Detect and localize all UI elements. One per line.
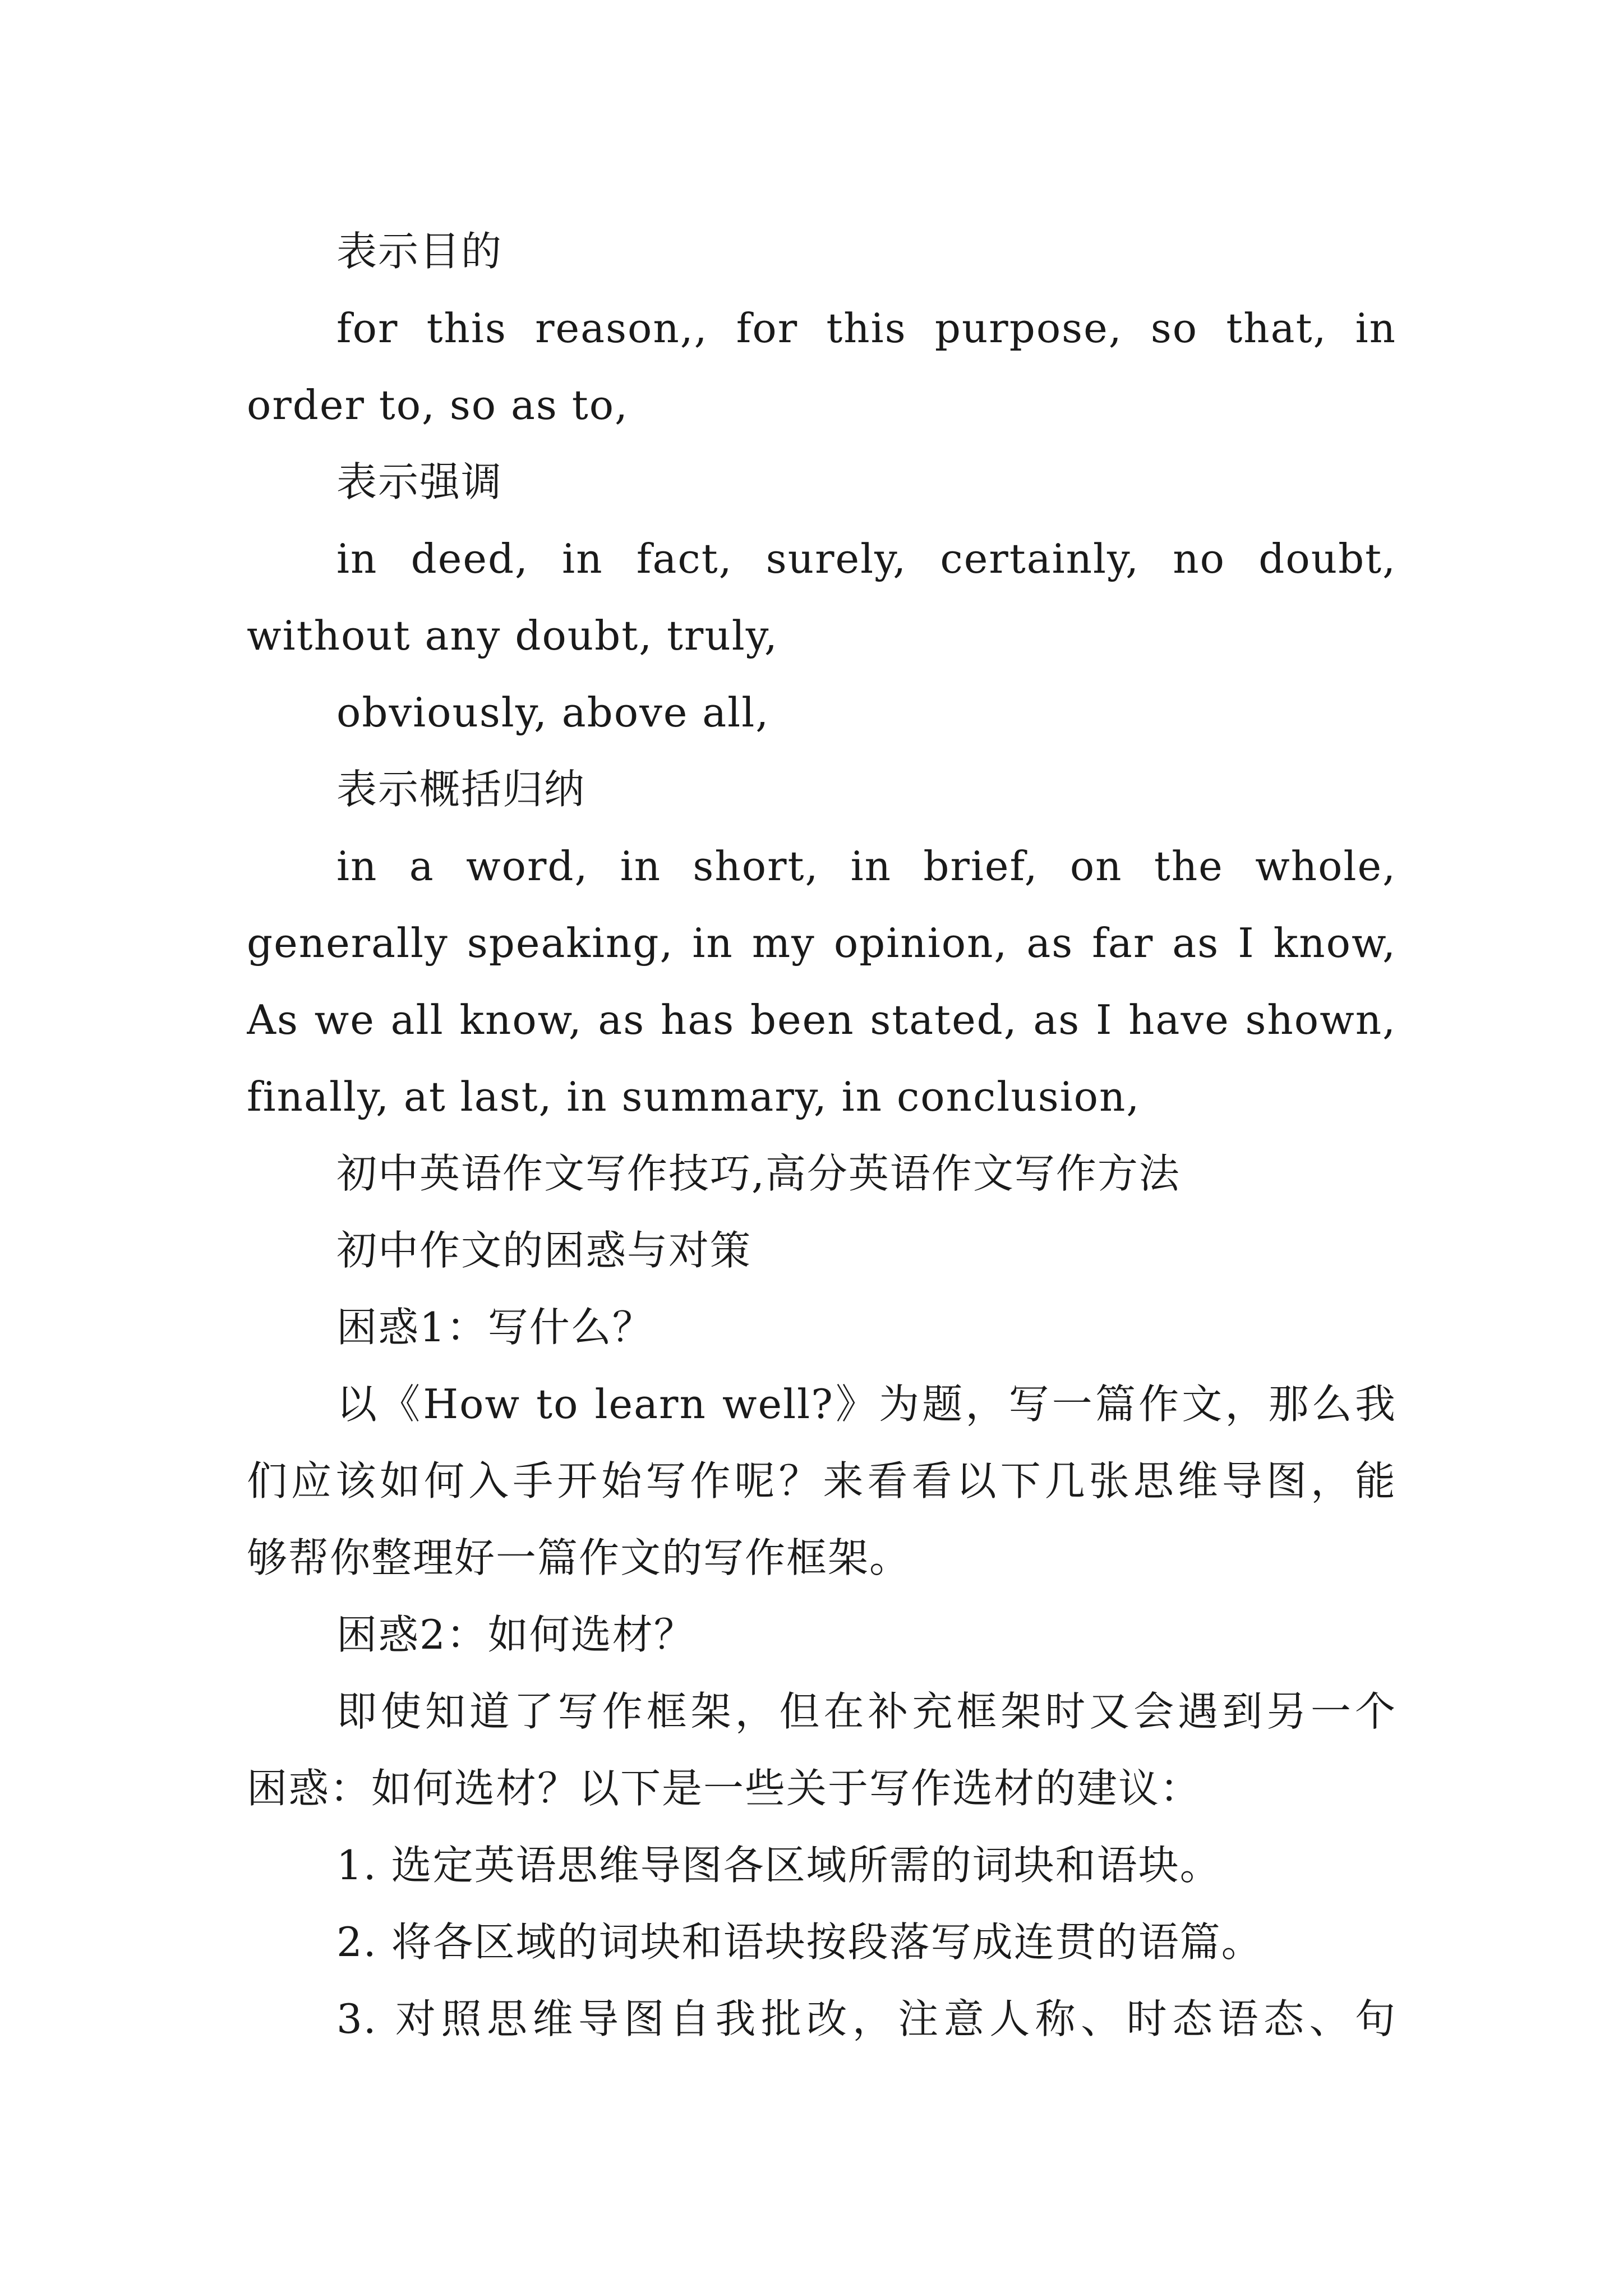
- text-line: without any doubt, truly,: [247, 612, 778, 659]
- text-line: As we all know, as has been stated, as I have shown,: [247, 996, 1396, 1043]
- text-line: in a word, in short, in brief, on the whole,: [336, 843, 1396, 890]
- document-body: [247, 213, 1396, 2058]
- text-line: 初中作文的困惑与对策: [336, 1227, 752, 1274]
- text-line: obviously, above all,: [336, 689, 770, 736]
- text-line: 即使知道了写作框架，但在补充框架时又会遇到另一个: [336, 1688, 1396, 1735]
- text-line: 表示目的: [336, 228, 503, 275]
- text-line: for this reason,, for this purpose, so that, in: [336, 305, 1396, 352]
- text-line: 1. 选定英语思维导图各区域所需的词块和语块。: [336, 1842, 1221, 1889]
- text-line: 表示强调: [336, 458, 503, 505]
- text-line: in deed, in fact, surely, certainly, no doubt,: [336, 535, 1396, 582]
- text-line: 够帮你整理好一篇作文的写作框架。: [247, 1534, 911, 1581]
- text-line: 表示概括归纳: [336, 766, 586, 813]
- text-line: 困惑：如何选材？以下是一些关于写作选材的建议：: [247, 1765, 1202, 1812]
- text-line: 困惑2：如何选材？: [336, 1611, 695, 1658]
- text-line: 困惑1：写什么？: [336, 1304, 654, 1351]
- text-line: order to, so as to,: [247, 381, 629, 429]
- text-line: 们应该如何入手开始写作呢？来看看以下几张思维导图，能: [247, 1457, 1396, 1504]
- text-line: 2. 将各区域的词块和语块按段落写成连贯的语篇。: [336, 1918, 1263, 1966]
- text-line: 3. 对照思维导图自我批改，注意人称、时态语态、句: [336, 1995, 1396, 2042]
- text-line: 初中英语作文写作技巧,高分英语作文写作方法: [336, 1150, 1181, 1197]
- text-line: 以《How to learn well?》为题，写一篇作文，那么我: [336, 1381, 1396, 1428]
- text-line: generally speaking, in my opinion, as far as I know,: [247, 919, 1396, 967]
- text-line: finally, at last, in summary, in conclusion,: [247, 1073, 1141, 1120]
